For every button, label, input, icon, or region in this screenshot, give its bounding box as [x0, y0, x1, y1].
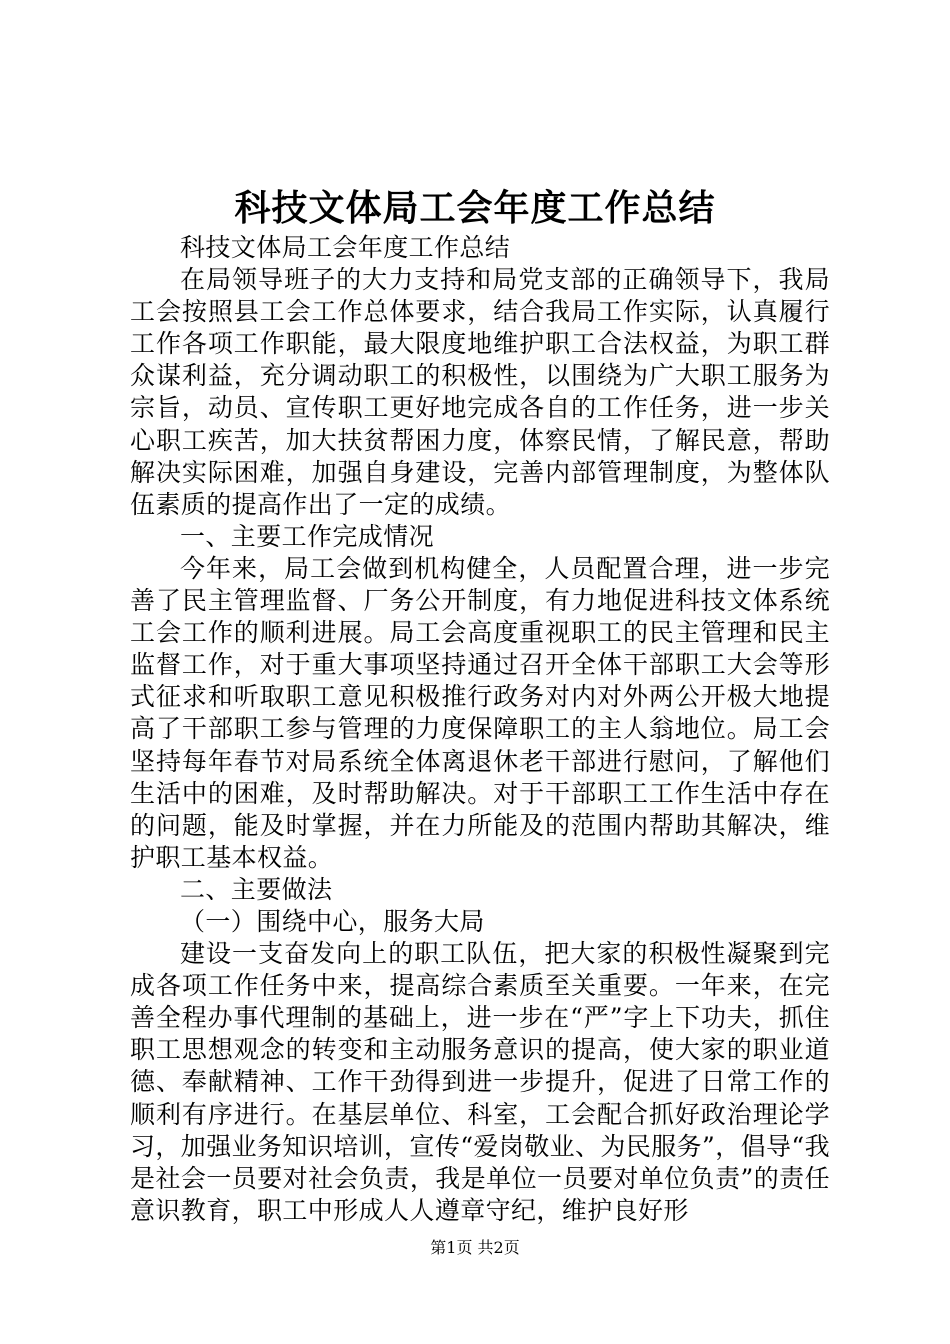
page-number-footer: 第1页 共2页 [430, 1238, 520, 1257]
intro-paragraph: 在局领导班子的大力支持和局党支部的正确领导下，我局工会按照县工会工作总体要求，结合我局工作实际，认真履行工作各项工作职能，最大限度地维护职工合法权益，为职工群众谋利益，充分调动职工的积极性，以围绕为广大职工服务为宗旨，动员、宣传职工更好地完成各自的工作任务，进一步关心职工疾苦，加大扶贫帮困力度，体察民情，了解民意，帮助解决实际困难，加强自身建设，完善内部管理制度，为整体队伍素质的提高作出了一定的成绩。 [130, 265, 830, 519]
section-heading-2: 二、主要做法 [180, 874, 333, 904]
section-heading-1: 一、主要工作完成情况 [180, 521, 435, 551]
document-title: 科技文体局工会年度工作总结 [234, 187, 716, 229]
subtitle-paragraph: 科技文体局工会年度工作总结 [180, 233, 511, 262]
subsection-heading-1: （一）围绕中心，服务大局 [180, 906, 485, 936]
section-1-paragraph: 今年来，局工会做到机构健全，人员配置合理，进一步完善了民主管理监督、厂务公开制度，有力地促进科技文体系统工会工作的顺利进展。局工会高度重视职工的民主管理和民主监督工作，对于重大事项坚持通过召开全体干部职工大会等形式征求和听取职工意见积极推行政务对内对外两公开极大地提高了干部职工参与管理的力度保障职工的主人翁地位。局工会坚持每年春节对局系统全体离退休老干部进行慰问，了解他们生活中的困难，及时帮助解决。对于干部职工工作生活中存在的问题，能及时掌握，并在力所能及的范围内帮助其解决，维护职工基本权益。 [130, 553, 830, 872]
subsection-1-paragraph: 建设一支奋发向上的职工队伍，把大家的积极性凝聚到完成各项工作任务中来，提高综合素质至关重要。一年来，在完善全程办事代理制的基础上，进一步在“严”字上下功夫，抓住职工思想观念的转变和主动服务意识的提高，使大家的职业道德、奉献精神、工作干劲得到进一步提升，促进了日常工作的顺利有序进行。在基层单位、科室，工会配合抓好政治理论学习，加强业务知识培训，宣传“爱岗敬业、为民服务”，倡导“我是社会一员要对社会负责，我是单位一员要对单位负责”的责任意识教育，职工中形成人人遵章守纪，维护良好形 [130, 939, 830, 1225]
document-body [130, 232, 830, 1227]
